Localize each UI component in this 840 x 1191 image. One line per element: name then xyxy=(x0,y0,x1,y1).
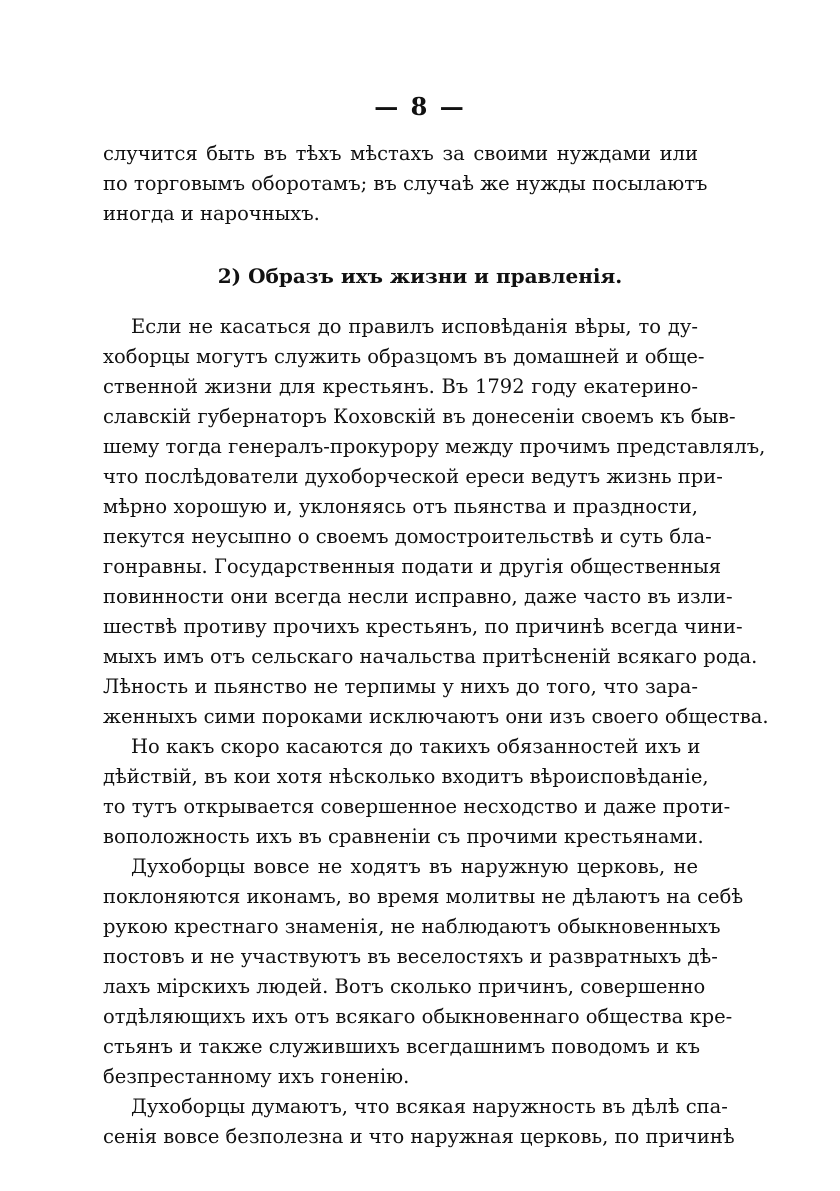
paragraph-line: сенія вовсе безполезна и что наружная церковь, по причинѣ xyxy=(103,1125,735,1148)
section-heading: 2) Образъ ихъ жизни и правленія. xyxy=(217,264,623,288)
paragraph-line: то тутъ открывается совершенное несходство и даже проти- xyxy=(103,795,731,818)
paragraph-line: дѣйствій, въ кои хотя нѣсколько входитъ вѣроисповѣданіе, xyxy=(103,765,709,788)
paragraph-line: гонравны. Государственныя подати и другія общественныя xyxy=(103,555,722,578)
intro-line: по торговымъ оборотамъ; въ случаѣ же нужды посылаютъ xyxy=(103,172,708,195)
intro-line: иногда и нарочныхъ. xyxy=(103,202,320,225)
paragraph-line: стьянъ и также служившихъ всегдашнимъ поводомъ и къ xyxy=(103,1035,701,1058)
paragraph-line: мыхъ имъ отъ сельскаго начальства притѣсненій всякаго рода. xyxy=(103,645,758,668)
paragraph-line: воположность ихъ въ сравненіи съ прочими крестьянами. xyxy=(103,825,704,848)
paragraph-line: ственной жизни для крестьянъ. Въ 1792 году екатерино- xyxy=(103,375,698,398)
paragraph-line: постовъ и не участвуютъ въ веселостяхъ и развратныхъ дѣ- xyxy=(103,945,718,968)
intro-line: случится быть въ тѣхъ мѣстахъ за своими нуждами или xyxy=(103,142,698,165)
paragraph-line: пекутся неусыпно о своемъ домостроительствѣ и суть бла- xyxy=(103,525,712,548)
paragraph-line: женныхъ сими пороками исключаютъ они изъ своего общества. xyxy=(103,705,769,728)
paragraph-line: Духоборцы думаютъ, что всякая наружность въ дѣлѣ спа- xyxy=(131,1095,728,1118)
paragraph-line: рукою крестнаго знаменія, не наблюдаютъ обыкновенныхъ xyxy=(103,915,721,938)
paragraph-line: Но какъ скоро касаются до такихъ обязанностей ихъ и xyxy=(131,735,701,758)
paragraph-line: славскій губернаторъ Коховскій въ донесеніи своемъ къ быв- xyxy=(103,405,736,428)
paragraph-line: шему тогда генералъ-прокурору между прочимъ представлялъ, xyxy=(103,435,766,458)
paragraph-line: повинности они всегда несли исправно, даже часто въ изли- xyxy=(103,585,733,608)
paragraph-line: что послѣдователи духоборческой ереси ведутъ жизнь при- xyxy=(103,465,723,488)
page-number: — 8 — xyxy=(374,92,466,121)
paragraph-line: Духоборцы вовсе не ходятъ въ наружную церковь, не xyxy=(131,855,698,878)
paragraph-line: мѣрно хорошую и, уклоняясь отъ пьянства и праздности, xyxy=(103,495,698,518)
paragraph-line: лахъ мірскихъ людей. Вотъ сколько причинъ, совершенно xyxy=(103,975,706,998)
paragraph-line: Если не касаться до правилъ исповѣданія вѣры, то ду- xyxy=(131,315,698,338)
paragraph-line: безпрестанному ихъ гоненію. xyxy=(103,1065,410,1088)
paragraph-line: Лѣность и пьянство не терпимы у нихъ до того, что зара- xyxy=(103,675,698,698)
paragraph-line: поклоняются иконамъ, во время молитвы не дѣлаютъ на себѣ xyxy=(103,885,744,908)
paragraph-line: хоборцы могутъ служить образцомъ въ домашней и обще- xyxy=(103,345,705,368)
paragraph-line: отдѣляющихъ ихъ отъ всякаго обыкновеннаго общества кре- xyxy=(103,1005,733,1028)
paragraph-line: шествѣ противу прочихъ крестьянъ, по причинѣ всегда чини- xyxy=(103,615,743,638)
